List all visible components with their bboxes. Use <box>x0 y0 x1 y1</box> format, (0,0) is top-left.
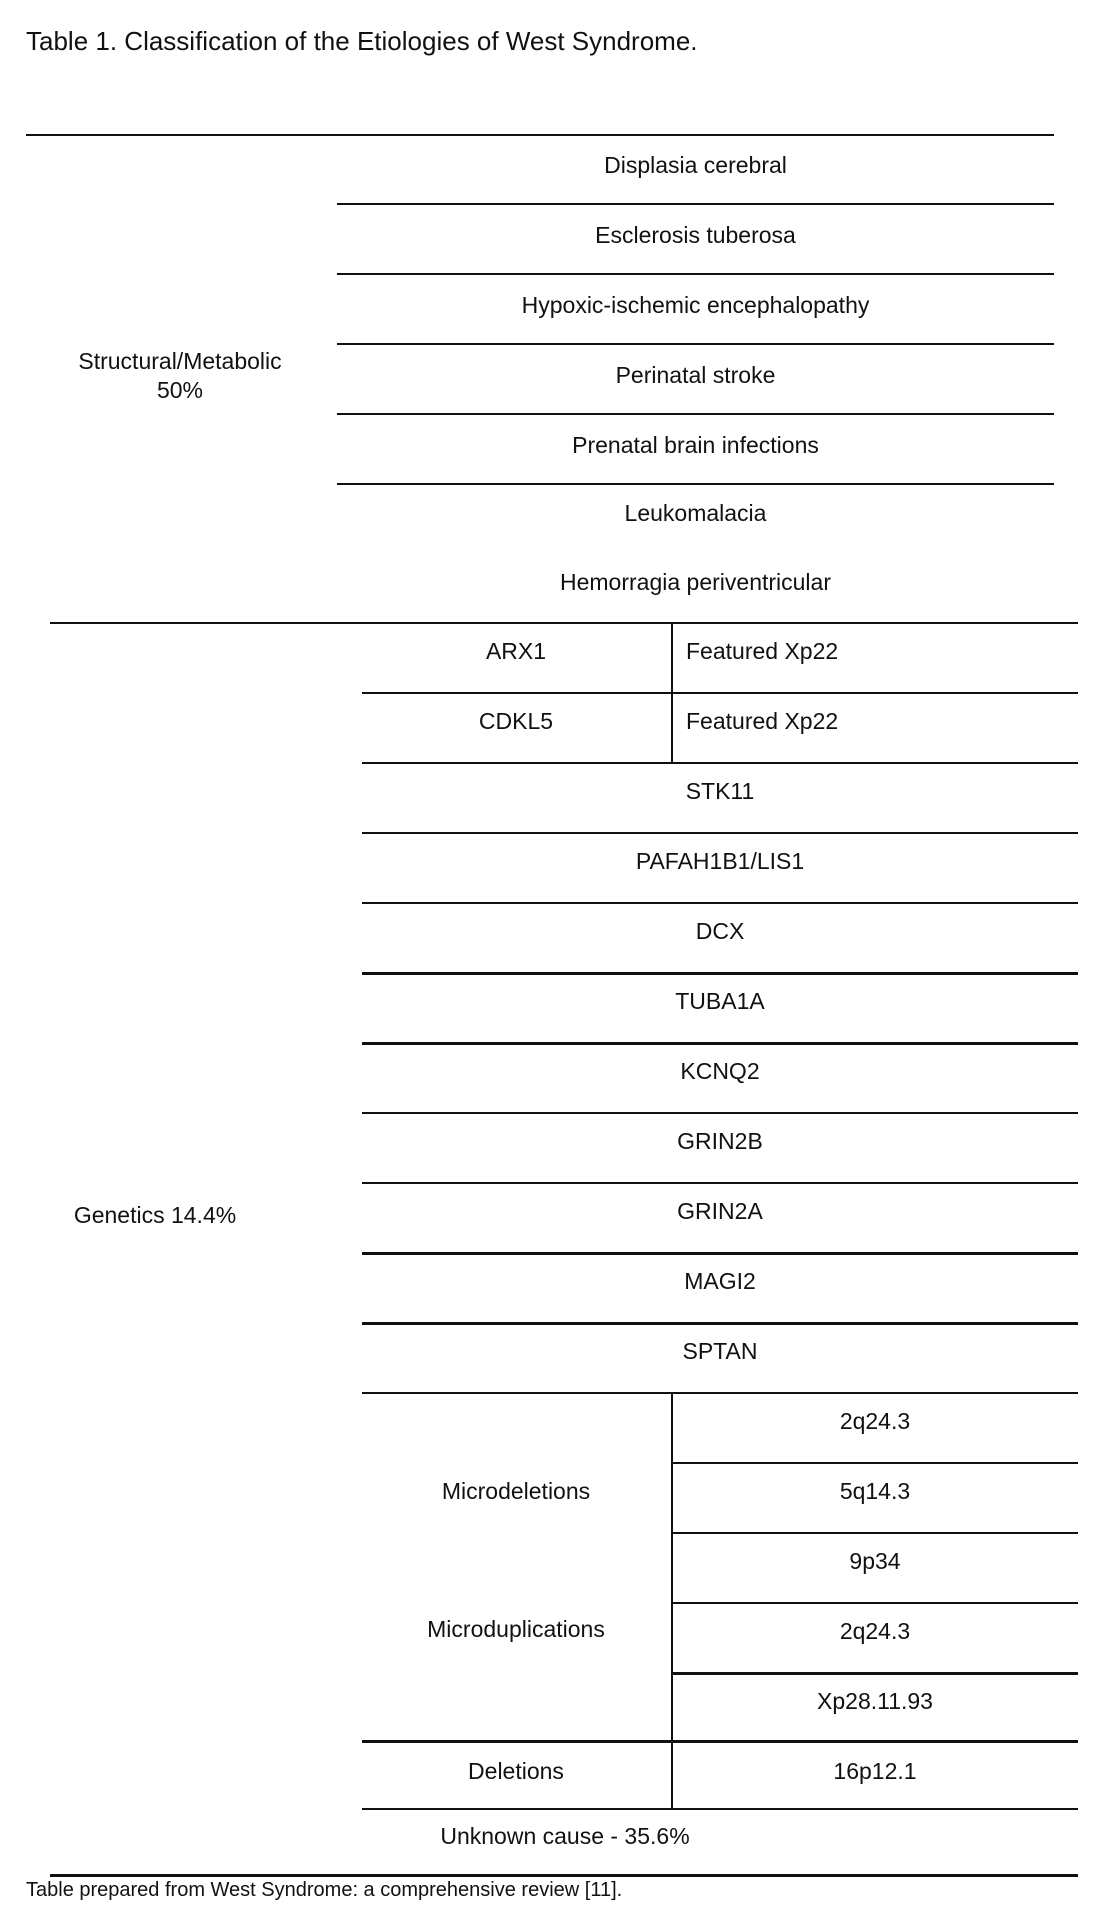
locus-cell: 9p34 <box>849 1547 901 1574</box>
structural-item: Leukomalacia <box>624 499 767 526</box>
structural-item: Perinatal stroke <box>615 361 776 388</box>
structural-item: Esclerosis tuberosa <box>595 221 796 248</box>
structural-label: Structural/Metabolic <box>78 348 282 374</box>
table-caption: Table 1. Classification of the Etiologies of West Syndrome. <box>26 26 698 56</box>
gene-cell: DCX <box>695 917 745 944</box>
gene-locus-cell: Featured Xp22 <box>686 707 839 734</box>
unknown-cause: Unknown cause - 35.6% <box>440 1822 690 1849</box>
locus-cell: 2q24.3 <box>839 1407 911 1434</box>
column-divider <box>671 622 673 762</box>
deletions-locus: 16p12.1 <box>833 1757 917 1784</box>
gene-cell: ARX1 <box>485 637 547 664</box>
gene-locus-cell: Featured Xp22 <box>686 637 839 664</box>
locus-cell: 2q24.3 <box>839 1617 911 1644</box>
table-footnote: Table prepared from West Syndrome: a comprehensive review [11]. <box>26 1879 623 1901</box>
table-bottom-rule <box>50 1874 1078 1877</box>
locus-cell: Xp28.11.93 <box>817 1687 933 1714</box>
structural-item: Hemorragia periventricular <box>560 568 831 595</box>
gene-cell: STK11 <box>685 777 755 804</box>
gene-cell: CDKL5 <box>478 707 554 734</box>
gene-cell: GRIN2A <box>677 1197 763 1224</box>
structural-item: Hypoxic-ischemic encephalopathy <box>521 291 870 318</box>
gene-cell: SPTAN <box>682 1337 758 1364</box>
structural-pct: 50% <box>156 377 204 403</box>
structural-item: Prenatal brain infections <box>572 431 819 458</box>
microduplications-label: Microduplications <box>427 1615 605 1642</box>
genetics-group-label: Genetics 14.4% <box>73 1201 237 1228</box>
microdeletions-label: Microdeletions <box>441 1477 591 1504</box>
gene-cell: KCNQ2 <box>680 1057 760 1084</box>
deletions-label: Deletions <box>468 1757 564 1784</box>
structural-item: Displasia cerebral <box>604 151 787 178</box>
gene-cell: MAGI2 <box>684 1267 756 1294</box>
gene-cell: GRIN2B <box>677 1127 763 1154</box>
gene-cell: PAFAH1B1/LIS1 <box>635 847 805 874</box>
structural-group-label <box>40 340 320 412</box>
gene-cell: TUBA1A <box>675 987 765 1014</box>
locus-cell: 5q14.3 <box>839 1477 911 1504</box>
